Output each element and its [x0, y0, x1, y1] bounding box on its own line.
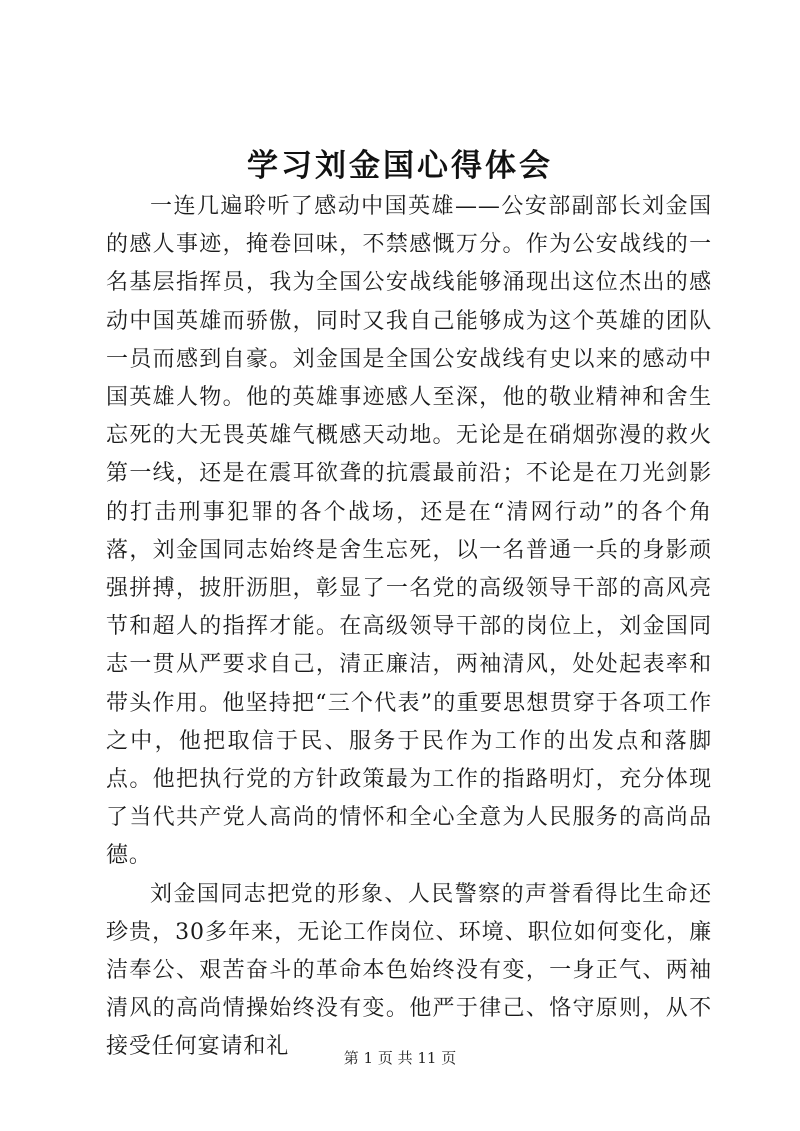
page-footer: 第 1 页 共 11 页: [343, 1049, 457, 1067]
document-body: [106, 188, 712, 1067]
paragraph-2: 刘金国同志把党的形象、人民警察的声誉看得比生命还珍贵，30多年来，无论工作岗位、环境、职位如何变化，廉洁奉公、艰苦奋斗的革命本色始终没有变，一身正气、两袖清风的高尚情操始终没有变。他严于律己、恪守原则，从不接受任何宴请和礼: [106, 881, 712, 1060]
document-title: 学习刘金国心得体会: [247, 148, 553, 184]
paragraph-1: 一连几遍聆听了感动中国英雄——公安部副部长刘金国的感人事迹，掩卷回味，不禁感慨万分。作为公安战线的一名基层指挥员，我为全国公安战线能够涌现出这位杰出的感动中国英雄而骄傲，同时又我自己能够成为这个英雄的团队一员而感到自豪。刘金国是全国公安战线有史以来的感动中国英雄人物。他的英雄事迹感人至深，他的敬业精神和舍生忘死的大无畏英雄气概感天动地。无论是在硝烟弥漫的救火第一线，还是在震耳欲聋的抗震最前沿；不论是在刀光剑影的打击刑事犯罪的各个战场，还是在“清网行动”的各个角落，刘金国同志始终是舍生忘死，以一名普通一兵的身影顽强拼搏，披肝沥胆，彰显了一名党的高级领导干部的高风亮节和超人的指挥才能。在高级领导干部的岗位上，刘金国同志一贯从严要求自己，清正廉洁，两袖清风，处处起表率和带头作用。他坚持把“三个代表”的重要思想贯穿于各项工作之中，他把取信于民、服务于民作为工作的出发点和落脚点。他把执行党的方针政策最为工作的指路明灯，充分体现了当代共产党人高尚的情怀和全心全意为人民服务的高尚品德。: [106, 194, 712, 869]
